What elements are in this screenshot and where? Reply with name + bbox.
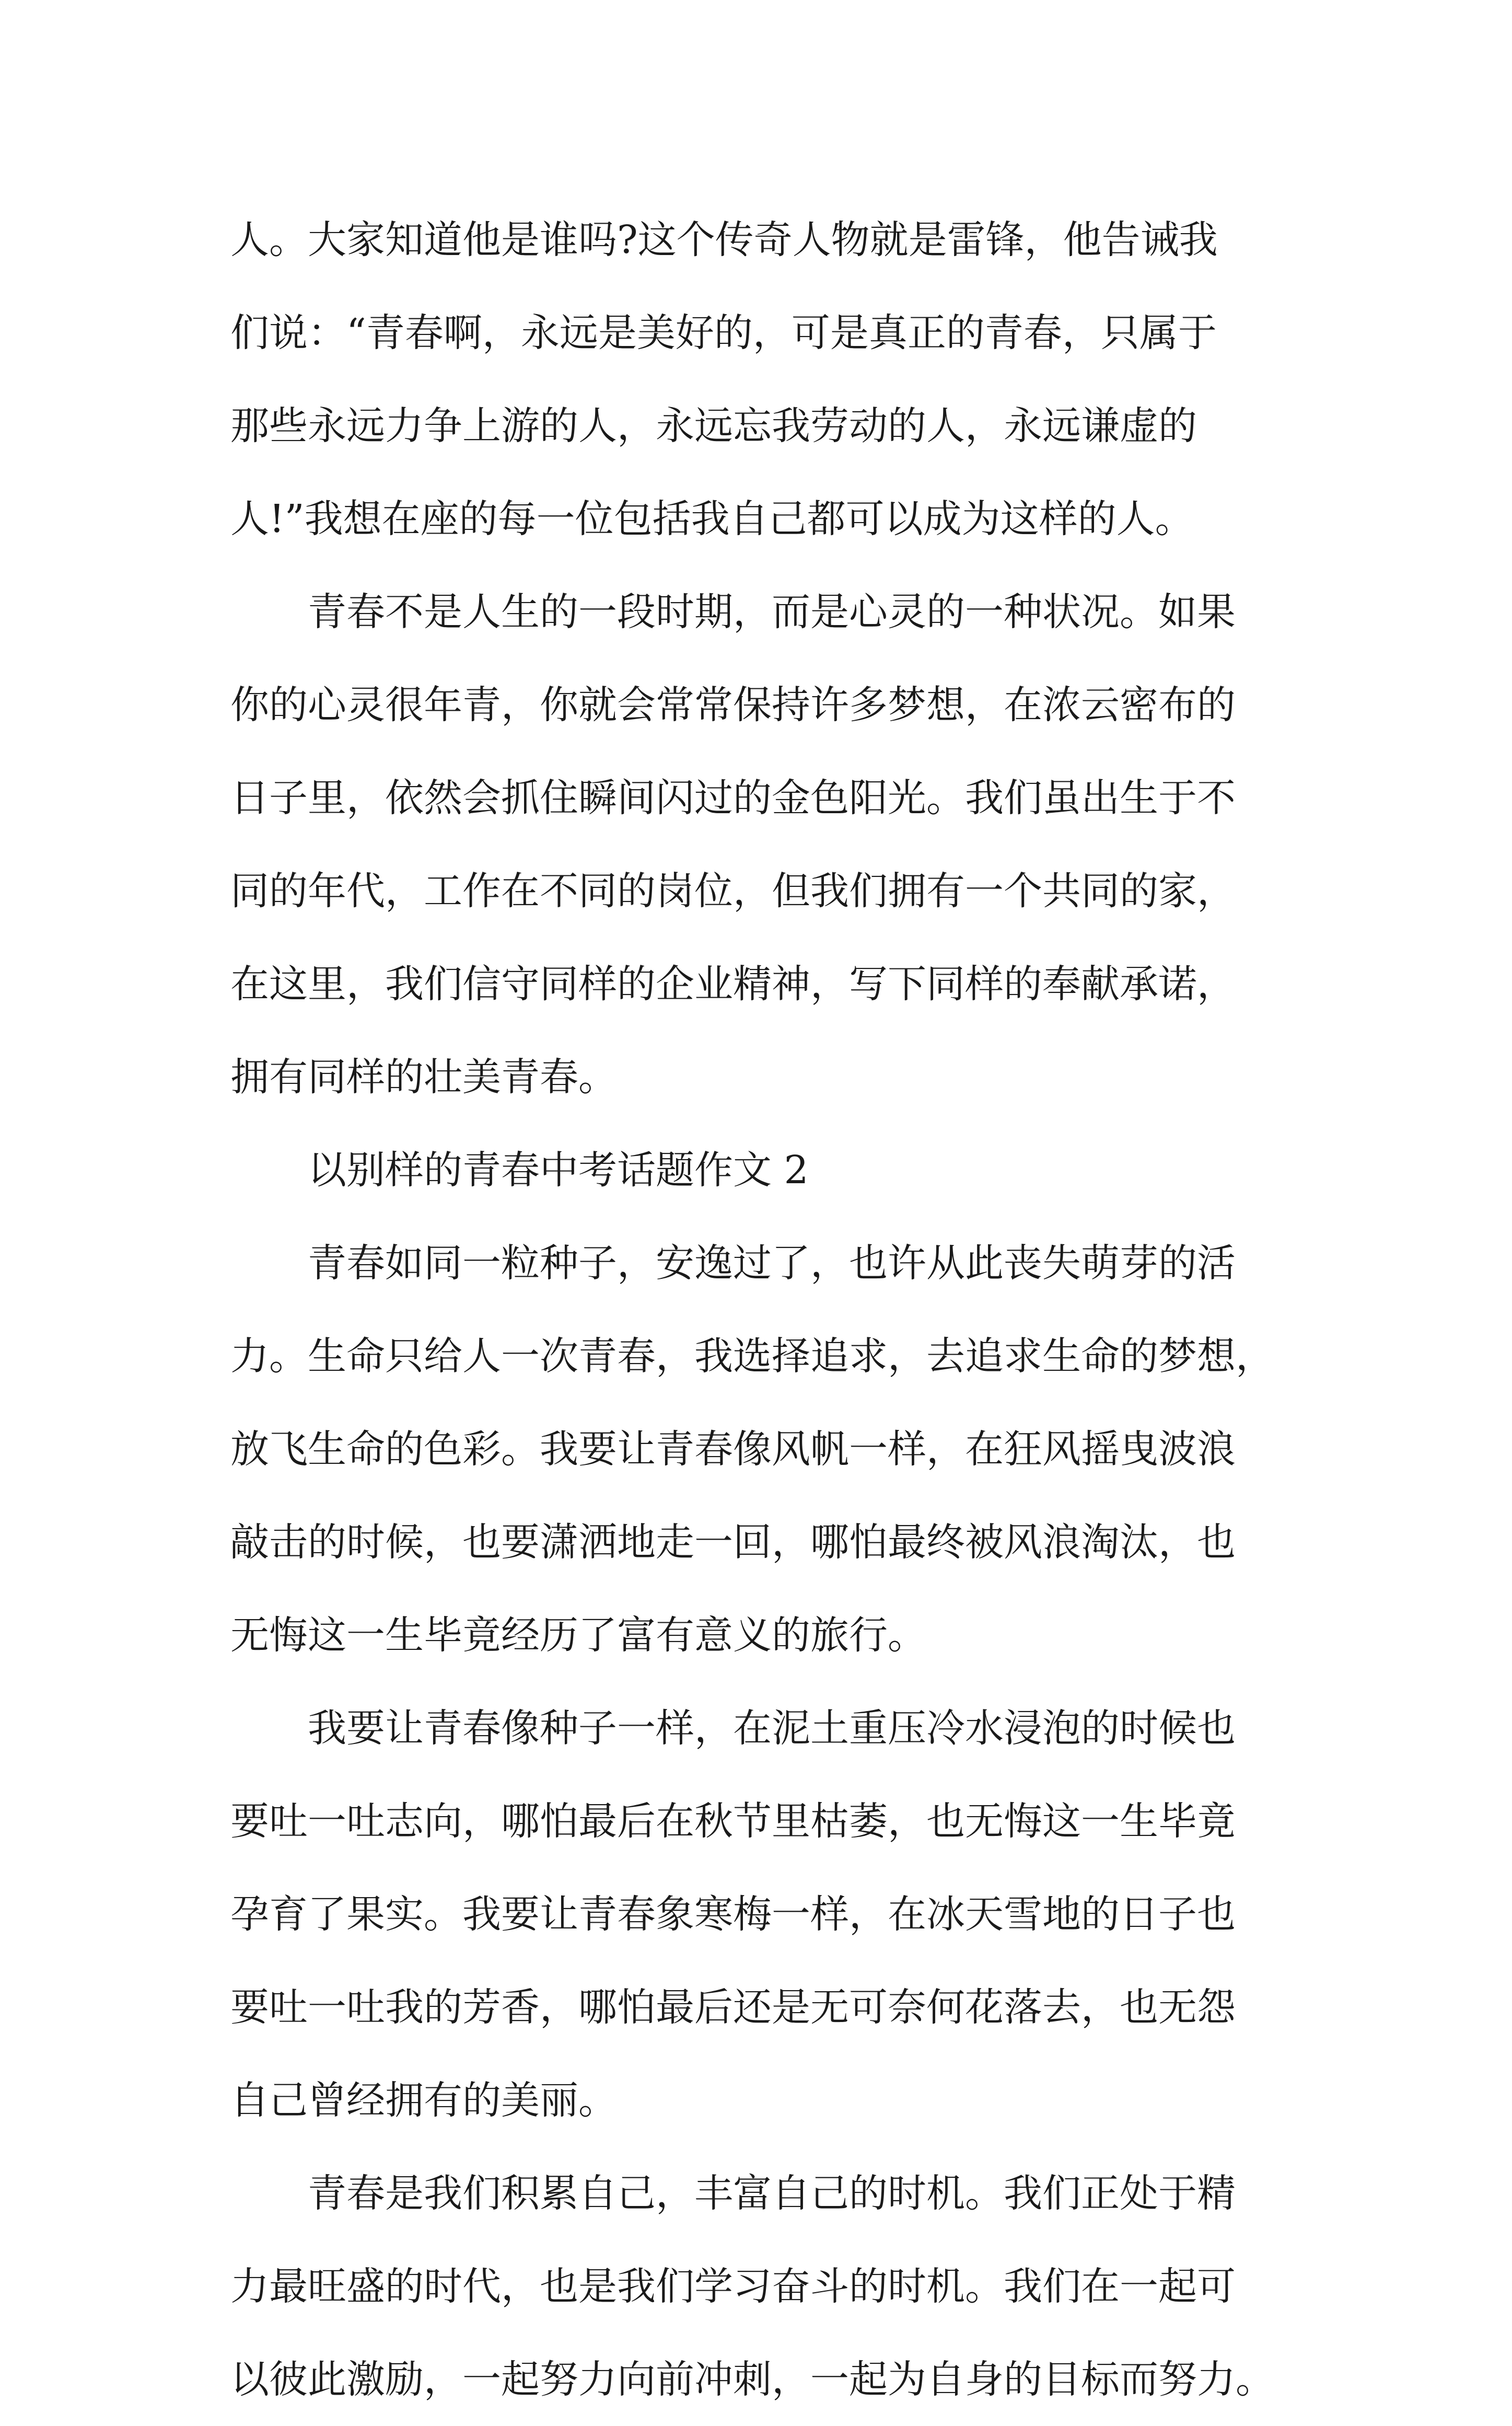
text-line: 日子里，依然会抓住瞬间闪过的金色阳光。我们虽出生于不: [230, 776, 1236, 821]
text-line: 自己曾经拥有的美丽。: [230, 2078, 617, 2123]
text-line: 人!”我想在座的每一位包括我自己都可以成为这样的人。: [230, 496, 1194, 541]
text-line: 们说：“青春啊，永远是美好的，可是真正的青春，只属于: [230, 310, 1217, 355]
document-body: [230, 193, 1296, 2426]
text-line: 要吐一吐我的芳香，哪怕最后还是无可奈何花落去，也无怨: [230, 1985, 1236, 2030]
text-line: 那些永远力争上游的人，永远忘我劳动的人，永远谦虚的: [230, 403, 1197, 448]
text-line: 在这里，我们信守同样的企业精神，写下同样的奉献承诺，: [230, 962, 1236, 1007]
text-line: 你的心灵很年青，你就会常常保持许多梦想，在浓云密布的: [230, 683, 1236, 727]
text-line: 力最旺盛的时代，也是我们学习奋斗的时机。我们在一起可: [230, 2264, 1236, 2309]
text-line: 敲击的时候，也要潇洒地走一回，哪怕最终被风浪淘汰，也: [230, 1520, 1236, 1565]
paragraph-start-line: 青春如同一粒种子，安逸过了，也许从此丧失萌芽的活: [308, 1241, 1236, 1286]
paragraph-start-line: 青春是我们积累自己，丰富自己的时机。我们正处于精: [308, 2171, 1236, 2216]
section-heading: 以别样的青春中考话题作文 2: [308, 1148, 809, 1193]
text-line: 要吐一吐志向，哪怕最后在秋节里枯萎，也无悔这一生毕竟: [230, 1799, 1236, 1844]
paragraph-start-line: 青春不是人生的一段时期，而是心灵的一种状况。如果: [308, 590, 1236, 634]
text-line: 以彼此激励，一起努力向前冲刺，一起为自身的目标而努力。: [230, 2357, 1274, 2402]
text-line: 无悔这一生毕竟经历了富有意义的旅行。: [230, 1613, 926, 1658]
text-line: 人。大家知道他是谁吗?这个传奇人物就是雷锋，他告诫我: [230, 217, 1218, 262]
text-line: 孕育了果实。我要让青春象寒梅一样，在冰天雪地的日子也: [230, 1892, 1236, 1937]
text-line: 力。生命只给人一次青春，我选择追求，去追求生命的梦想，: [230, 1334, 1274, 1379]
text-line: 同的年代，工作在不同的岗位，但我们拥有一个共同的家，: [230, 869, 1236, 914]
text-line: 拥有同样的壮美青春。: [230, 1055, 617, 1100]
paragraph-start-line: 我要让青春像种子一样，在泥土重压冷水浸泡的时候也: [308, 1706, 1236, 1751]
text-line: 放飞生命的色彩。我要让青春像风帆一样，在狂风摇曳波浪: [230, 1427, 1236, 1472]
